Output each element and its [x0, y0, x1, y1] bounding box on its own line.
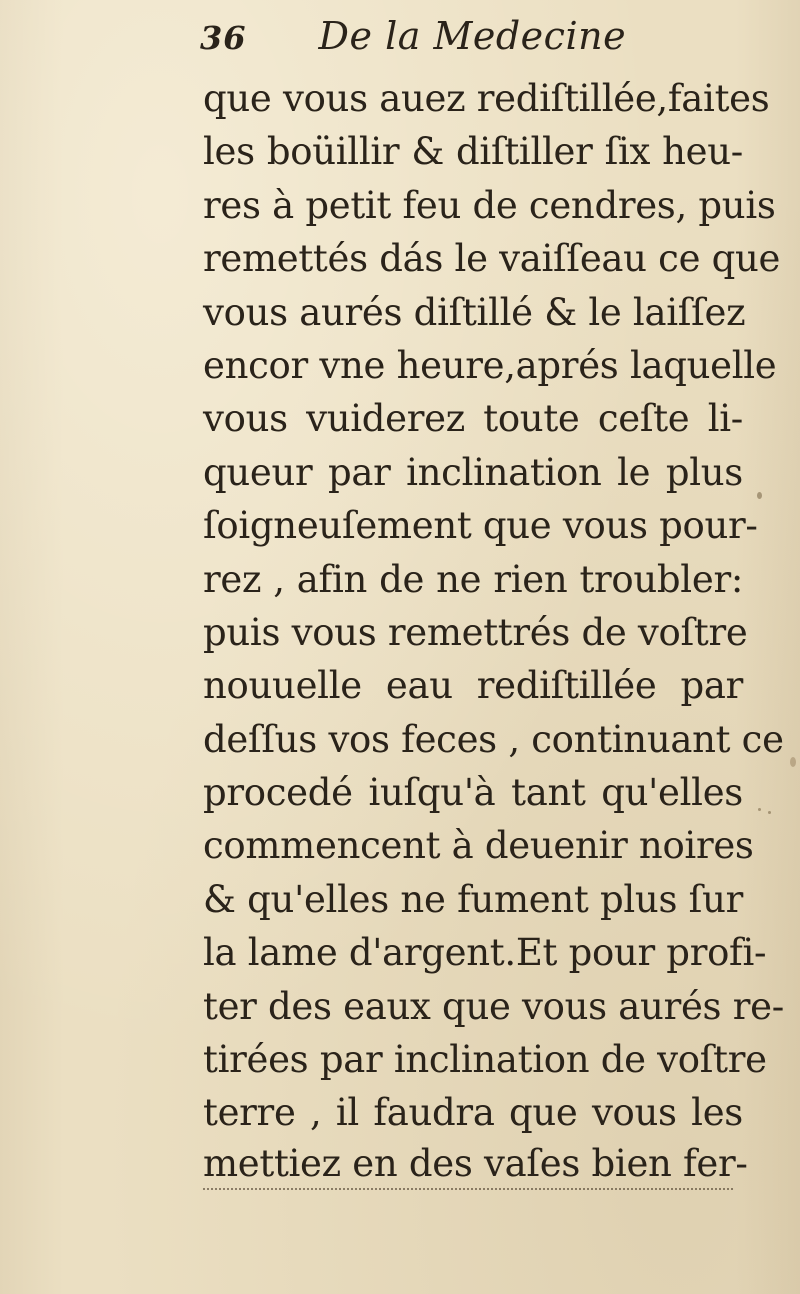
- body-text: [203, 72, 784, 1190]
- text-line-9: ſoigneuſement que vous pour-: [203, 504, 758, 548]
- text-line-6: encor vne heure,aprés laquelle: [203, 343, 777, 387]
- text-line-14: procedé iuſqu'à tant qu'elles: [203, 771, 743, 815]
- text-line-15: commencent à deuenir noires: [203, 824, 754, 868]
- text-line-17: la lame d'argent.Et pour profi-: [203, 931, 767, 975]
- text-line-11: puis vous remettrés de voſtre: [203, 610, 748, 654]
- text-line-19: tirées par inclination de voſtre: [203, 1038, 767, 1082]
- text-line-2: les boüillir & diſtiller ſix heu-: [203, 130, 743, 174]
- text-line-8: queur par inclination le plus: [203, 450, 743, 494]
- page-number: 36: [200, 19, 247, 57]
- text-line-4: remettés dás le vaiſſeau ce que: [203, 237, 781, 281]
- paper-speck: [757, 492, 762, 499]
- page-header: [200, 14, 626, 64]
- text-line-12: nouuelle eau rediſtillée par: [203, 664, 743, 708]
- text-line-18: ter des eaux que vous aurés re-: [203, 984, 784, 1028]
- text-line-5: vous aurés diſtillé & le laiſſez: [203, 290, 746, 334]
- text-line-7: vous vuiderez toute ceſte li-: [203, 397, 743, 441]
- text-line-20: terre , il faudra que vous les: [203, 1091, 743, 1135]
- paper-speck: [758, 808, 761, 811]
- paper-speck: [768, 811, 771, 814]
- paper-speck: [790, 757, 796, 767]
- text-line-16: & qu'elles ne fument plus ſur: [203, 877, 743, 921]
- running-title: De la Medecine: [318, 14, 627, 58]
- text-line-13: deſſus vos feces , continuant ce: [203, 717, 784, 761]
- text-line-3: res à petit feu de cendres, puis: [203, 183, 776, 227]
- text-line-21: mettiez en des vaſes bien fer-: [203, 1140, 733, 1190]
- text-line-10: rez , afin de ne rien troubler:: [203, 557, 743, 601]
- text-line-1: que vous auez rediſtillée,faites: [203, 77, 770, 120]
